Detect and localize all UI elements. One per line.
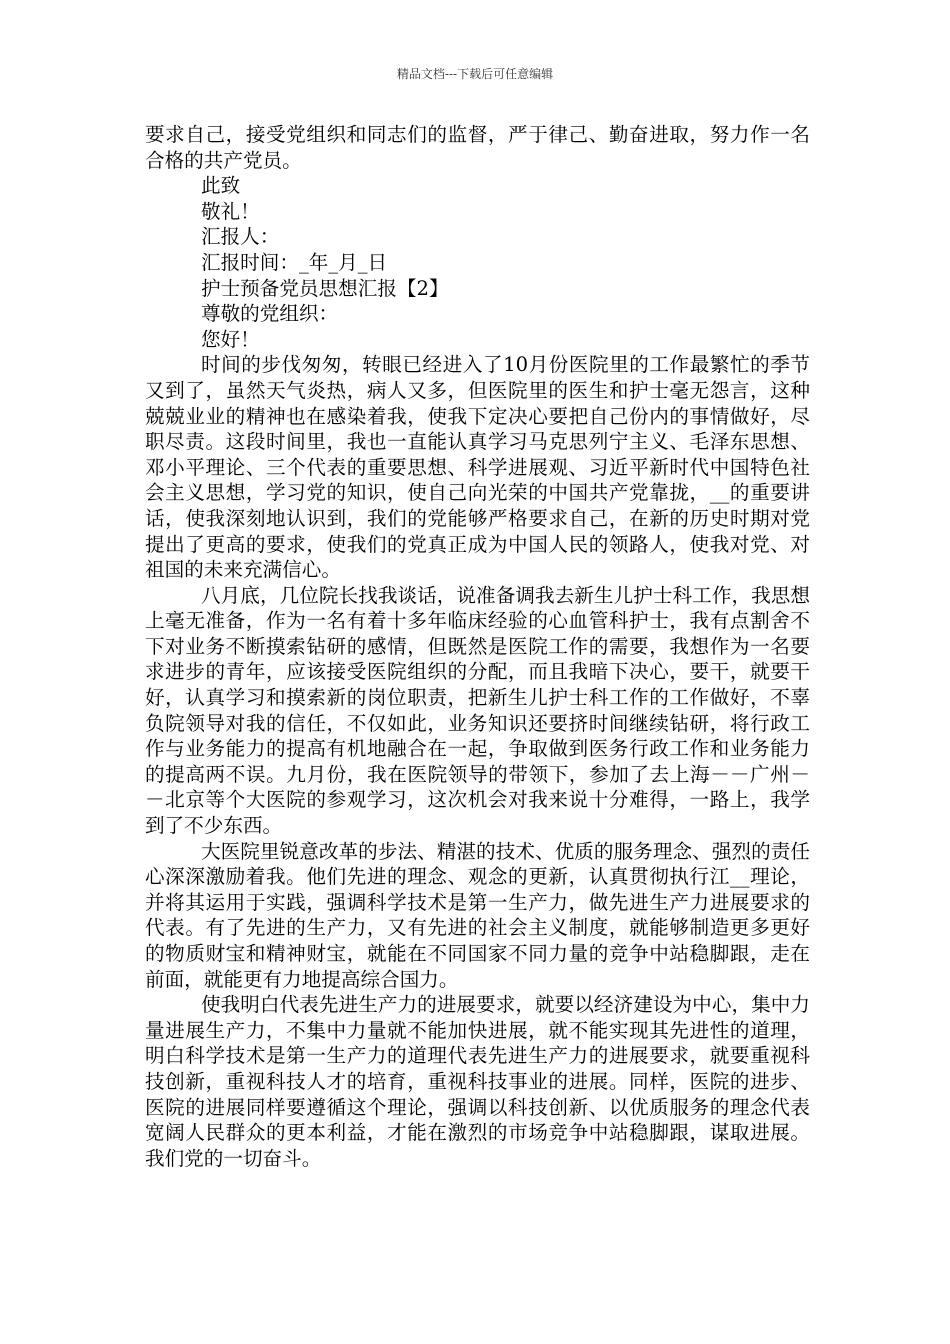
page-header: 精品文档---下载后可任意编辑 — [396, 67, 554, 81]
body-paragraph-3: 大医院里锐意改革的步法、精湛的技术、优质的服务理念、强烈的责任心深深激励着我。他们先进的理念、观念的更新，认真贯彻执行江__理论，并将其运用于实践，强调科学技术是第一生产力，做先进生产力进展要求的代表。有了先进的生产力，又有先进的社会主义制度，就能够制造更多更好的物质财宝和精神财宝，就能在不同国家不同力量的竞争中站稳脚跟，走在前面，就能更有力地提高综合国力。 — [145, 839, 810, 991]
continuation-paragraph: 要求自己，接受党组织和同志们的监督，严于律己、勤奋进取，努力作一名合格的共产党员。 — [145, 123, 810, 172]
section-title: 护士预备党员思想汇报【2】 — [201, 276, 449, 300]
document-body — [145, 122, 810, 1171]
body-paragraph-2: 八月底，几位院长找我谈话，说准备调我去新生儿护士科工作，我思想上毫无准备，作为一名有着十多年临床经验的心血管科护士，我有点割舍不下对业务不断摸索钻研的感情，但既然是医院工作的需要，我想作为一名要求进步的青年，应该接受医院组织的分配，而且我暗下决心，要干，就要干好，认真学习和摸索新的岗位职责，把新生儿护士科工作的工作做好，不辜负院领导对我的信任，不仅如此，业务知识还要挤时间继续钻研，将行政工作与业务能力的提高有机地融合在一起，争取做到医务行政工作和业务能力的提高两不误。九月份，我在医院领导的带领下，参加了去上海－－广州－－北京等个大医院的参观学习，这次机会对我来说十分难得，一路上，我学到了不少东西。 — [145, 583, 810, 838]
body-paragraph-4: 使我明白代表先进生产力的进展要求，就要以经济建设为中心，集中力量进展生产力，不集中力量就不能加快进展，就不能实现其先进性的道理，明白科学技术是第一生产力的道理代表先进生产力的进展要求，就要重视科技创新，重视科技人才的培育，重视科技事业的进展。同样，医院的进步、医院的进展同样要遵循这个理论，强调以科技创新、以优质服务的理念代表宽阔人民群众的更本利益，才能在激烈的市场竞争中站稳脚跟，谋取进展。我们党的一切奋斗。 — [145, 993, 810, 1170]
reporter-line: 汇报人： — [201, 225, 280, 249]
recipient-line: 尊敬的党组织： — [201, 302, 339, 326]
report-time-line: 汇报时间：_年_月_日 — [201, 250, 388, 274]
greeting-line: 您好！ — [201, 327, 260, 351]
salute-line: 敬礼！ — [201, 199, 260, 223]
closing-line: 此致 — [201, 174, 241, 198]
body-paragraph-1: 时间的步伐匆匆，转眼已经进入了10月份医院里的工作最繁忙的季节又到了，虽然天气炎热，病人又多，但医院里的医生和护士毫无怨言，这种兢兢业业的精神也在感染着我，使我下定决心要把自己份内的事情做好，尽职尽责。这段时间里，我也一直能认真学习马克思列宁主义、毛泽东思想、邓小平理论、三个代表的重要思想、科学进展观、习近平新时代中国特色社会主义思想，学习党的知识，使自己向光荣的中国共产党靠拢，__的重要讲话，使我深刻地认识到，我们的党能够严格要求自己，在新的历史时期对党提出了更高的要求，使我们的党真正成为中国人民的领路人，使我对党、对祖国的未来充满信心。 — [145, 353, 810, 582]
